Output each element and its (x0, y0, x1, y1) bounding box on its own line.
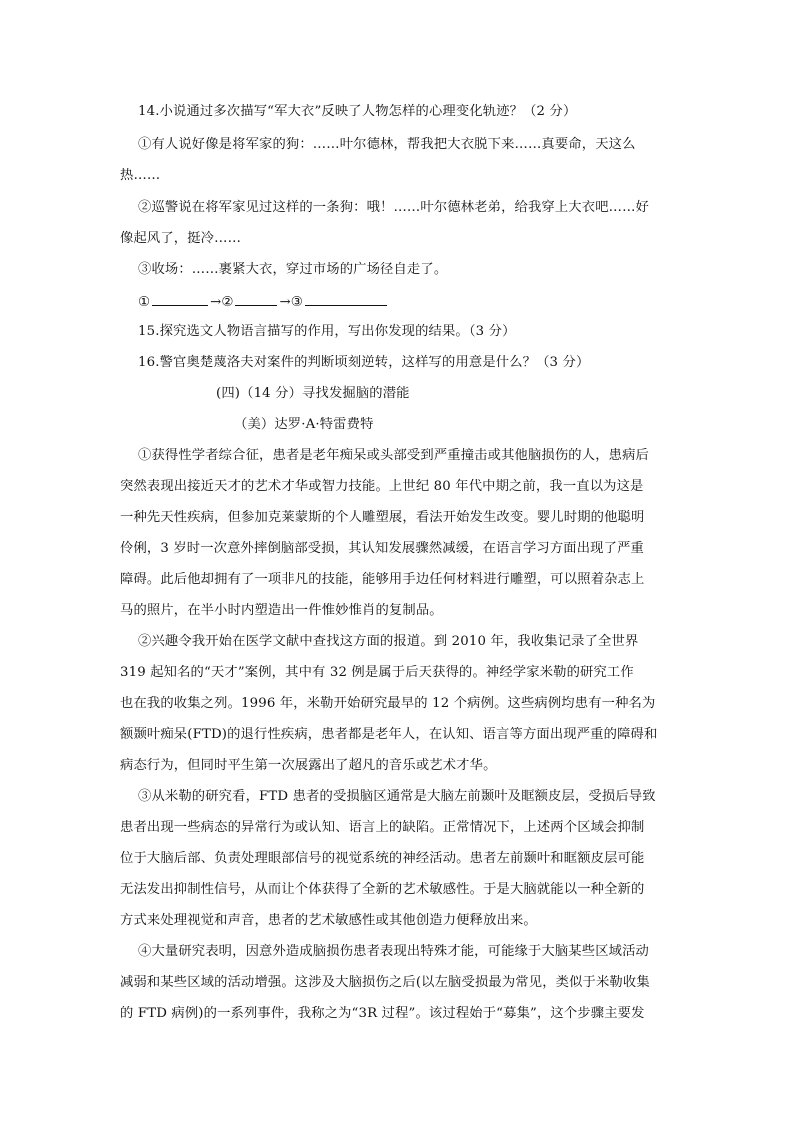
quote-2-line-1: ②巡警说在将军家见过这样的一条狗：哦！……叶尔德林老弟，给我穿上大衣吧……好 (138, 200, 649, 215)
paragraph-3-line: 无法发出抑制性信号，从而让个体获得了全新的艺术敏感性。于是大脑就能以一种全新的 (120, 882, 645, 897)
quote-3: ③收场：……裹紧大衣，穿过市场的广场径自走了。 (138, 262, 448, 277)
paragraph-2-line: 病态行为，但同时平生第一次展露出了超凡的音乐或艺术才华。 (120, 758, 497, 773)
section-title: (四)（14 分）寻找发掘脑的潜能 (216, 386, 410, 401)
quote-1-line-2: 热…… (120, 168, 161, 183)
question-16: 16.警官奥楚蔑洛夫对案件的判断顷刻逆转，这样写的用意是什么？（3 分） (138, 355, 590, 370)
answer-blank-2[interactable] (235, 291, 277, 306)
paragraph-3-line: 位于大脑后部、负责处理眼部信号的视觉系统的神经活动。患者左前颞叶和眶额皮层可能 (120, 851, 645, 866)
arrow-3: →③ (279, 295, 303, 310)
paragraph-1-line: 突然表现出接近天才的艺术才华或智力技能。上世纪 80 年代中期之前，我一直以为这是 (120, 479, 644, 494)
paragraph-2-line: 也在我的收集之列。1996 年，米勒开始研究最早的 12 个病例。这些病例均患有一种名为 (120, 696, 656, 711)
quote-1-line-1: ①有人说好像是将军家的狗：……叶尔德林，帮我把大衣脱下来……真要命，天这么 (138, 137, 636, 152)
answer-blank-1[interactable] (152, 291, 208, 306)
paragraph-2-line: 额颞叶痴呆(FTD)的退行性疾病，患者都是老年人，在认知、语言等方面出现严重的障碍和 (120, 727, 658, 742)
answer-blank-3[interactable] (305, 291, 387, 306)
paragraph-1-line: 伶俐，3 岁时一次意外摔倒脑部受损，其认知发展骤然减缓，在语言学习方面出现了严重 (120, 541, 644, 556)
answer-blanks (138, 291, 680, 313)
paragraph-1-line: ①获得性学者综合征，患者是老年痴呆或头部受到严重撞击或其他脑损伤的人，患病后 (138, 448, 649, 463)
paragraph-1-line: 一种先天性疾病，但参加克莱蒙斯的个人雕塑展，看法开始发生改变。婴儿时期的他聪明 (120, 510, 645, 525)
quote-2-line-2: 像起风了，挺冷…… (120, 231, 242, 246)
paragraph-3-line: 方式来处理视觉和声音，患者的艺术敏感性或其他创造力便释放出来。 (120, 913, 537, 928)
paragraph-2-line: 319 起知名的“天才”案例，其中有 32 例是属于后天获得的。神经学家米勒的研究工作 (120, 665, 634, 680)
paragraph-3-line: 患者出现一些病态的异常行为或认知、语言上的缺陷。正常情况下，上述两个区域会抑制 (120, 820, 645, 835)
paragraph-4-line: 减弱和某些区域的活动增强。这涉及大脑损伤之后(以左脑受损最为常见，类似于米勒收集 (120, 975, 650, 990)
marker-1: ① (138, 295, 151, 310)
paragraph-3-line: ③从米勒的研究看，FTD 患者的受损脑区通常是大脑左前颞叶及眶额皮层，受损后导致 (138, 789, 656, 804)
paragraph-1-line: 马的照片，在半小时内塑造出一件惟妙惟肖的复制品。 (120, 603, 443, 618)
paragraph-4-line: ④大量研究表明，因意外造成脑损伤患者表现出特殊才能，可能缘于大脑某些区域活动 (138, 944, 649, 959)
question-14: 14.小说通过多次描写“军大衣”反映了人物怎样的心理变化轨迹？（2 分） (138, 104, 577, 119)
question-15: 15.探究选文人物语言描写的作用，写出你发现的结果。（3 分） (138, 324, 516, 339)
paragraph-1-line: 障碍。此后他却拥有了一项非凡的技能，能够用手边任何材料进行雕塑，可以照着杂志上 (120, 572, 645, 587)
paragraph-2-line: ②兴趣令我开始在医学文献中查找这方面的报道。到 2010 年，我收集记录了全世界 (138, 634, 639, 649)
author-line: （美）达罗·A·特雷费特 (234, 417, 374, 432)
arrow-2: →② (210, 295, 234, 310)
paragraph-4-line: 的 FTD 病例)的一系列事件，我称之为“3R 过程”。该过程始于“募集”，这个步骤主要发 (120, 1006, 645, 1021)
